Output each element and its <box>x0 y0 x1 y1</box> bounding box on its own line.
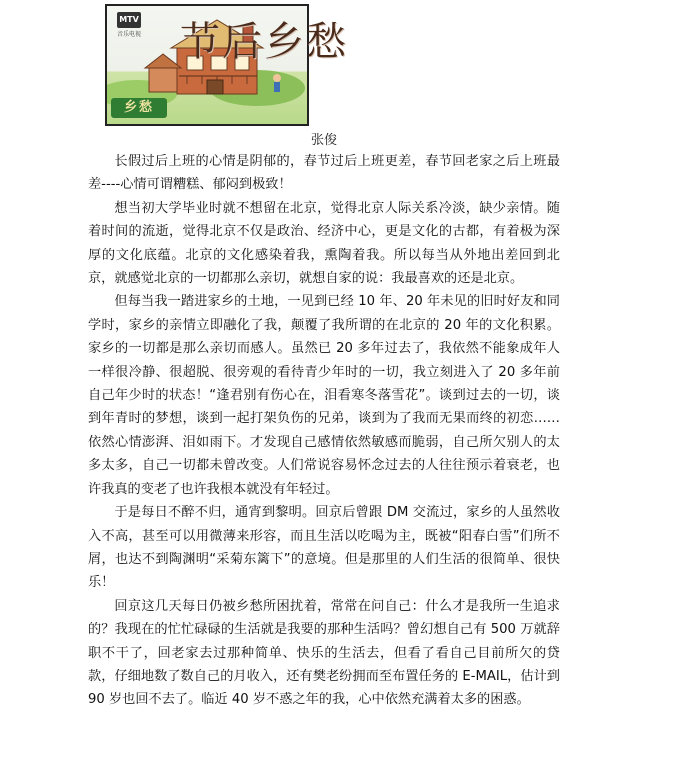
paragraph-5: 回京这几天每日仍被乡愁所困扰着，常常在问自己：什么才是我所一生追求的？我现在的忙忙碌碌的生活就是我要的那种生活吗？曾幻想自己有 500 万就辞职不干了，回老家去过那种简单、快乐的生活去，但看了看自己目前所欠的贷款，仔细地数了数自己的月收入，还有樊老纷拥而至布置任务的 E-MAIL，估计到 90 岁也回不去了。临近 40 岁不惑之年的我，心中依然充满着太多的困惑。 <box>88 598 560 708</box>
paragraph-1: 长假过后上班的心情是阴郁的，春节过后上班更差，春节回老家之后上班最差----心情可谓糟糕、郁闷到极致！ <box>88 154 560 193</box>
article-body <box>88 150 560 712</box>
banner-badge: 乡愁 <box>111 98 167 118</box>
page-title: 节后乡愁 <box>180 19 348 65</box>
paragraph-2: 想当初大学毕业时就不想留在北京，觉得北京人际关系冷淡，缺少亲情。随着时间的流逝，觉得北京不仅是政治、经济中心，更是文化的古都，有着极为深厚的文化底蕴。北京的文化感染着我，熏陶着我。所以每当从外地出差回到北京，就感觉北京的一切都那么亲切，就想自家的说：我最喜欢的还是北京。 <box>88 200 560 287</box>
mtv-logo-subtitle: 音乐电视 <box>117 31 142 38</box>
paragraph-3: 但每当我一踏进家乡的土地，一见到已经 10 年、20 年未见的旧时好友和同学时，家乡的亲情立即融化了我，颠覆了我所谓的在北京的 20 年的文化积累。家乡的一切都是那么亲切而感人。虽然已 20 多年过去了，我依然不能象成年人一样很冷静、很超脱、很旁观的看待青少年时的一切，我立刻进入了 20 多年前自己年少时的状态！“逢君别有伤心在，泪看寒冬落雪花”。谈到过去的一切，谈到年青时的梦想，谈到一起打架负伤的兄弟，谈到为了我而无果而终的初恋……依然心情澎湃、泪如雨下。才发现自己感情依然敏感而脆弱，自己所欠别人的太多太多，自己一切都未曾改变。人们常说容易怀念过去的人往往预示着衰老，也许我真的变老了也许我根本就没有年轻过。 <box>88 294 560 497</box>
paragraph-4: 于是每日不醉不归，通宵到黎明。回京后曾跟 DM 交流过，家乡的人虽然收入不高，甚至可以用微薄来形容，而且生活以吃喝为主，既被“阳春白雪”们所不屑，也达不到陶渊明“采菊东篱下”的意境。但是那里的人们生活的很简单、很快乐！ <box>88 505 560 591</box>
mtv-logo: MTV <box>117 12 141 28</box>
author-name: 张俊 <box>311 133 338 148</box>
